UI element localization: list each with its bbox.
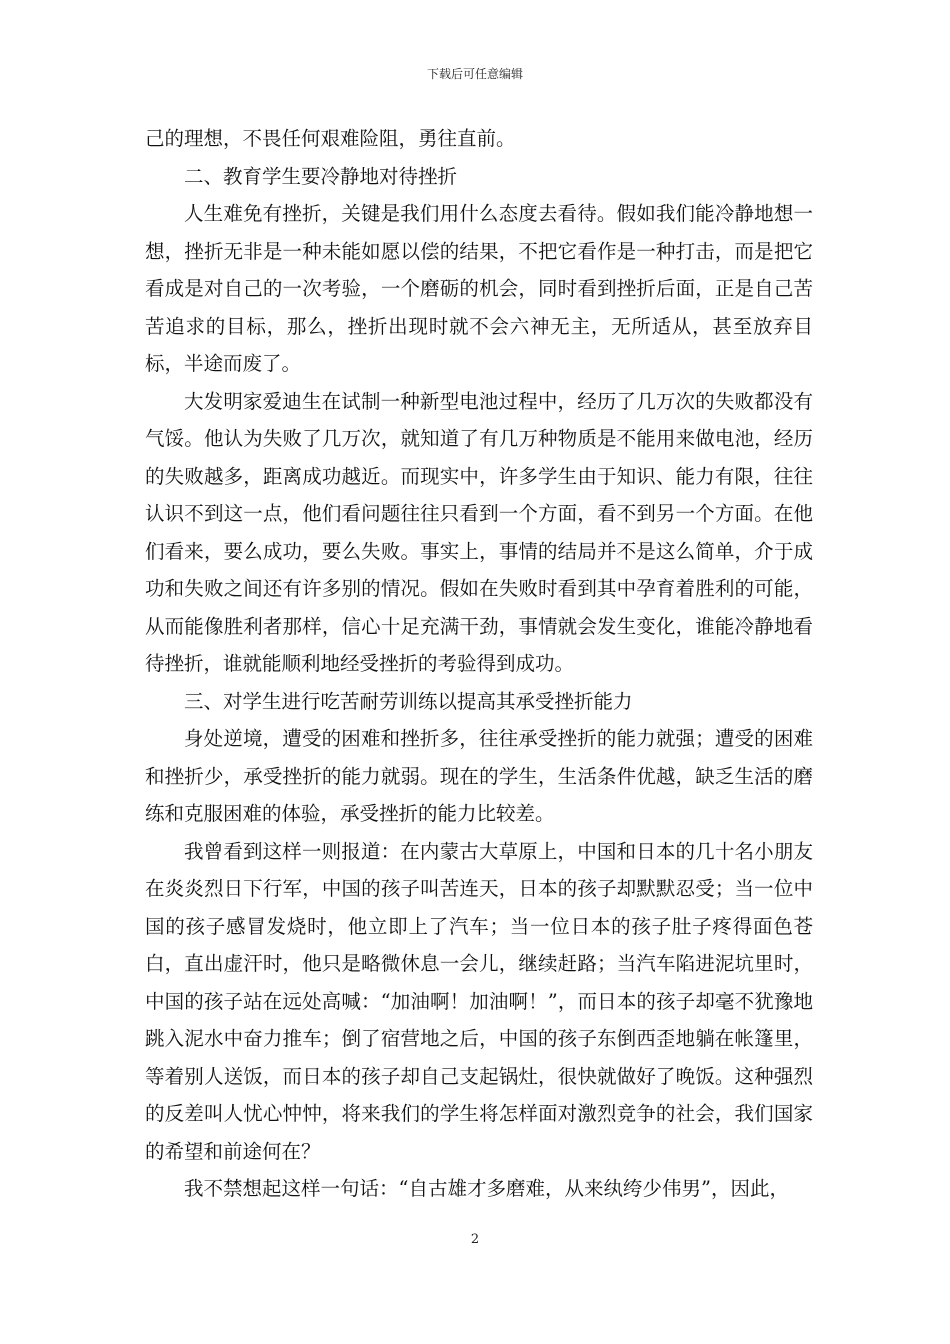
document-body [145, 120, 813, 1208]
section-heading-2: 二、教育学生要冷静地对待挫折 [184, 164, 458, 188]
page-header: 下载后可任意编辑 [426, 67, 523, 81]
paragraph-3: 人生难免有挫折，关键是我们用什么态度去看待。假如我们能冷静地想一想，挫折无非是一种未能如愿以偿的结果，不把它看作是一种打击，而是把它看成是对自己的一次考验，一个磨砺的机会，同时看到挫折后面，正是自己苦苦追求的目标，那么，挫折出现时就不会六神无主，无所适从，甚至放弃目标，半途而废了。 [145, 202, 813, 375]
paragraph-7: 我曾看到这样一则报道：在内蒙古大草原上，中国和日本的几十名小朋友在炎炎烈日下行军，中国的孩子叫苦连天，日本的孩子却默默忍受；当一位中国的孩子感冒发烧时，他立即上了汽车；当一位日本的孩子肚子疼得面色苍白，直出虚汗时，他只是略微休息一会儿，继续赶路；当汽车陷进泥坑里时，中国的孩子站在远处高喊：“加油啊！加油啊！”，而日本的孩子却毫不犹豫地跳入泥水中奋力推车；倒了宿营地之后，中国的孩子东倒西歪地躺在帐篷里，等着别人送饭，而日本的孩子却自己支起锅灶，很快就做好了晚饭。这种强烈的反差叫人忧心忡忡，将来我们的学生将怎样面对激烈竞争的社会，我们国家的希望和前途何在？ [145, 839, 813, 1163]
section-heading-3: 三、对学生进行吃苦耐劳训练以提高其承受挫折能力 [184, 689, 633, 713]
page-number: 2 [470, 1232, 480, 1247]
paragraph-8: 我不禁想起这样一句话：“自古雄才多磨难，从来纨绔少伟男”，因此， [184, 1177, 789, 1200]
paragraph-1: 己的理想，不畏任何艰难险阻，勇往直前。 [145, 127, 516, 150]
paragraph-6: 身处逆境，遭受的困难和挫折多，往往承受挫折的能力就强；遭受的困难和挫折少，承受挫折的能力就弱。现在的学生，生活条件优越，缺乏生活的磨练和克服困难的体验，承受挫折的能力比较差。 [145, 727, 813, 825]
paragraph-4: 大发明家爱迪生在试制一种新型电池过程中，经历了几万次的失败都没有气馁。他认为失败了几万次，就知道了有几万种物质是不能用来做电池，经历的失败越多，距离成功越近。而现实中，许多学生由于知识、能力有限，往往认识不到这一点，他们看问题往往只看到一个方面，看不到另一个方面。在他们看来，要么成功，要么失败。事实上，事情的结局并不是这么简单，介于成功和失败之间还有许多别的情况。假如在失败时看到其中孕育着胜利的可能，从而能像胜利者那样，信心十足充满干劲，事情就会发生变化，谁能冷静地看待挫折，谁就能顺利地经受挫折的考验得到成功。 [145, 389, 813, 675]
